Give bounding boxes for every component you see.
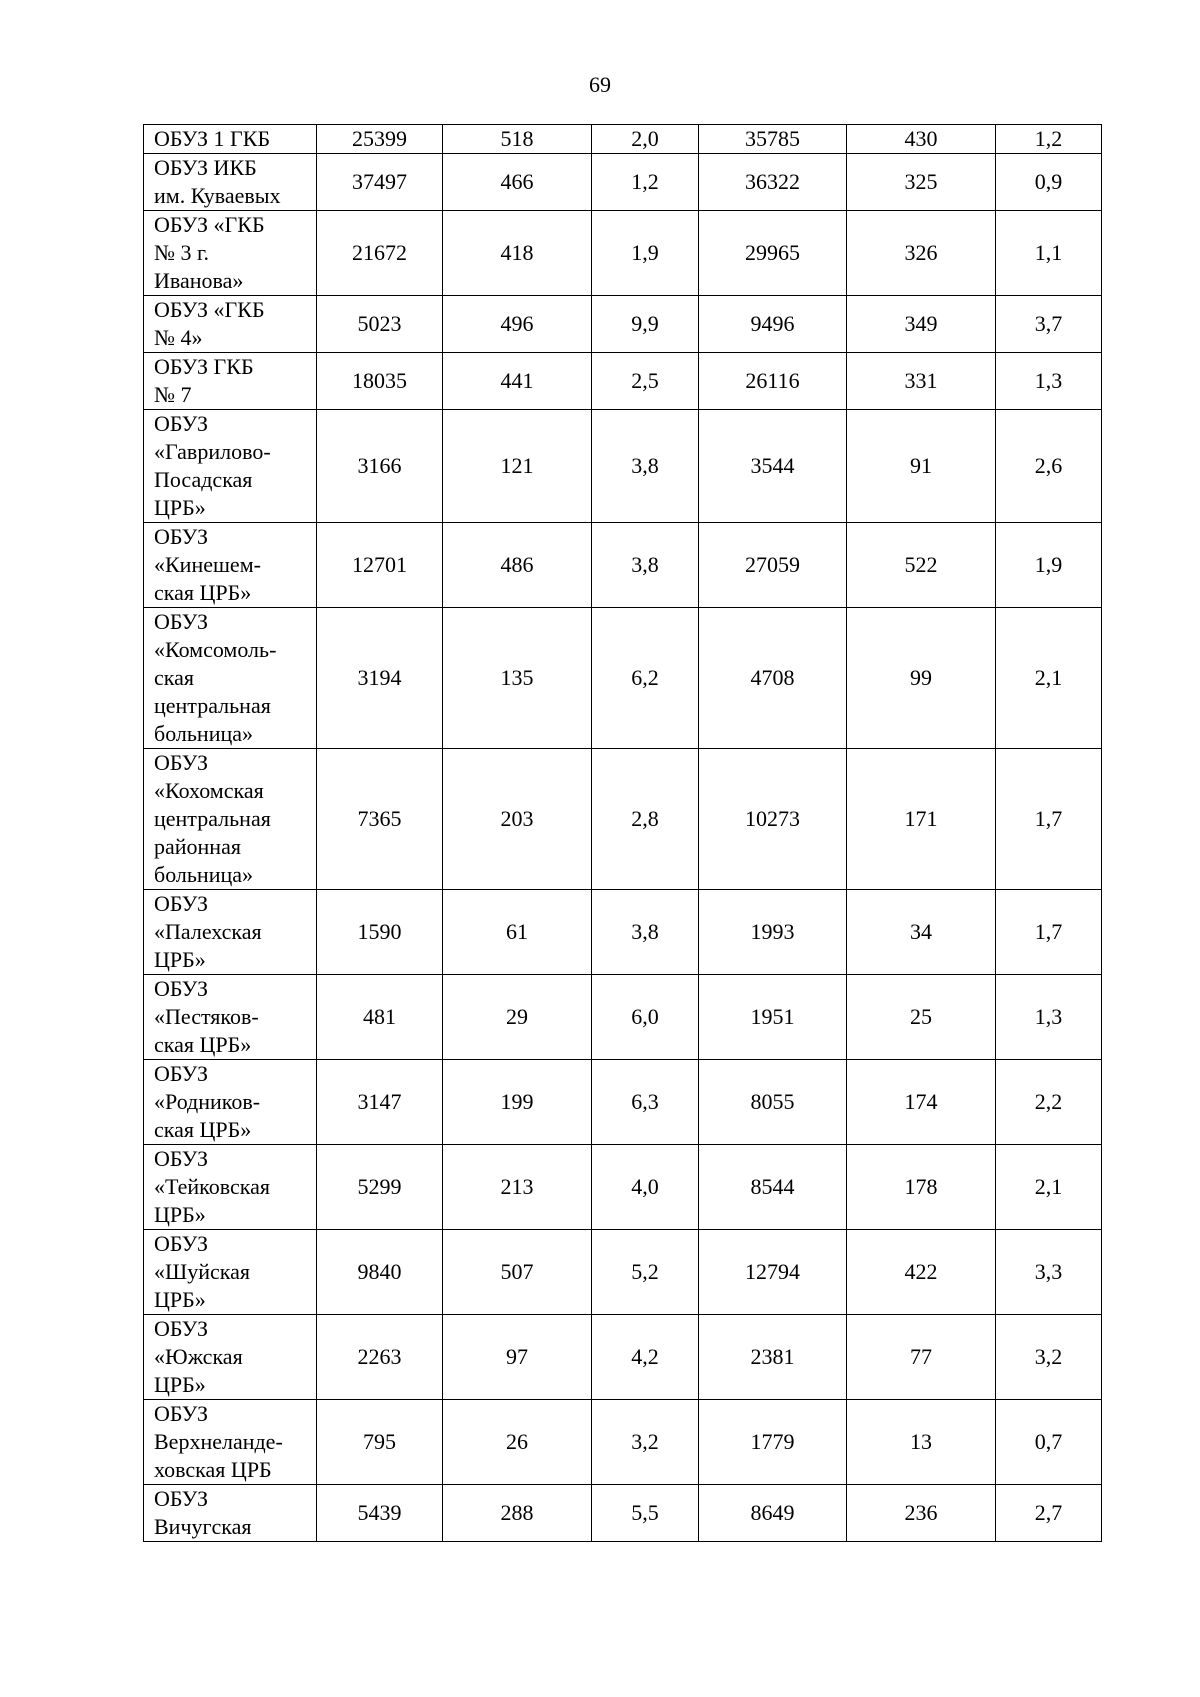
table-row <box>144 1400 1102 1485</box>
value-cell: 3166 <box>317 410 443 523</box>
value-cell: 2,0 <box>592 125 699 154</box>
value-cell: 1590 <box>317 890 443 975</box>
value-cell: 422 <box>847 1230 996 1315</box>
value-cell: 795 <box>317 1400 443 1485</box>
table-row <box>144 890 1102 975</box>
value-cell: 77 <box>847 1315 996 1400</box>
institution-name-cell: ОБУЗ Верхнеланде- ховская ЦРБ <box>144 1400 317 1485</box>
institution-name-cell: ОБУЗ «Южская ЦРБ» <box>144 1315 317 1400</box>
value-cell: 1951 <box>699 975 847 1060</box>
value-cell: 8055 <box>699 1060 847 1145</box>
table-row <box>144 608 1102 749</box>
table-row <box>144 1230 1102 1315</box>
value-cell: 4,2 <box>592 1315 699 1400</box>
value-cell: 430 <box>847 125 996 154</box>
value-cell: 5023 <box>317 296 443 353</box>
value-cell: 331 <box>847 353 996 410</box>
value-cell: 6,0 <box>592 975 699 1060</box>
value-cell: 0,9 <box>996 154 1102 211</box>
value-cell: 1,9 <box>996 523 1102 608</box>
value-cell: 2381 <box>699 1315 847 1400</box>
value-cell: 5299 <box>317 1145 443 1230</box>
value-cell: 7365 <box>317 749 443 890</box>
institution-name-cell: ОБУЗ «Родников- ская ЦРБ» <box>144 1060 317 1145</box>
table-row <box>144 523 1102 608</box>
value-cell: 3194 <box>317 608 443 749</box>
institution-name-cell: ОБУЗ Вичугская <box>144 1485 317 1542</box>
institution-name-cell: ОБУЗ «Шуйская ЦРБ» <box>144 1230 317 1315</box>
table-row <box>144 1060 1102 1145</box>
value-cell: 6,3 <box>592 1060 699 1145</box>
value-cell: 29 <box>443 975 592 1060</box>
value-cell: 522 <box>847 523 996 608</box>
value-cell: 236 <box>847 1485 996 1542</box>
institution-name-cell: ОБУЗ ГКБ № 7 <box>144 353 317 410</box>
value-cell: 213 <box>443 1145 592 1230</box>
value-cell: 518 <box>443 125 592 154</box>
institution-name-cell: ОБУЗ «ГКБ № 4» <box>144 296 317 353</box>
value-cell: 5,2 <box>592 1230 699 1315</box>
table-row <box>144 1145 1102 1230</box>
institution-name-cell: ОБУЗ «Кинешем- ская ЦРБ» <box>144 523 317 608</box>
value-cell: 1,1 <box>996 211 1102 296</box>
value-cell: 418 <box>443 211 592 296</box>
value-cell: 481 <box>317 975 443 1060</box>
value-cell: 466 <box>443 154 592 211</box>
value-cell: 349 <box>847 296 996 353</box>
value-cell: 27059 <box>699 523 847 608</box>
value-cell: 29965 <box>699 211 847 296</box>
value-cell: 10273 <box>699 749 847 890</box>
value-cell: 199 <box>443 1060 592 1145</box>
value-cell: 2,1 <box>996 608 1102 749</box>
value-cell: 25 <box>847 975 996 1060</box>
value-cell: 1,7 <box>996 890 1102 975</box>
table-row <box>144 211 1102 296</box>
value-cell: 1,2 <box>592 154 699 211</box>
value-cell: 3147 <box>317 1060 443 1145</box>
value-cell: 61 <box>443 890 592 975</box>
value-cell: 2,1 <box>996 1145 1102 1230</box>
value-cell: 8544 <box>699 1145 847 1230</box>
value-cell: 1,9 <box>592 211 699 296</box>
value-cell: 3544 <box>699 410 847 523</box>
institution-name-cell: ОБУЗ «Гаврилово- Посадская ЦРБ» <box>144 410 317 523</box>
value-cell: 0,7 <box>996 1400 1102 1485</box>
value-cell: 486 <box>443 523 592 608</box>
value-cell: 1993 <box>699 890 847 975</box>
value-cell: 12701 <box>317 523 443 608</box>
value-cell: 441 <box>443 353 592 410</box>
value-cell: 26 <box>443 1400 592 1485</box>
value-cell: 2,7 <box>996 1485 1102 1542</box>
value-cell: 35785 <box>699 125 847 154</box>
value-cell: 3,2 <box>592 1400 699 1485</box>
value-cell: 9840 <box>317 1230 443 1315</box>
table-row <box>144 353 1102 410</box>
page-number: 69 <box>589 72 611 97</box>
value-cell: 2,5 <box>592 353 699 410</box>
value-cell: 174 <box>847 1060 996 1145</box>
value-cell: 37497 <box>317 154 443 211</box>
institution-name-cell: ОБУЗ ИКБ им. Куваевых <box>144 154 317 211</box>
value-cell: 203 <box>443 749 592 890</box>
table-row <box>144 154 1102 211</box>
table-row <box>144 1485 1102 1542</box>
value-cell: 21672 <box>317 211 443 296</box>
value-cell: 4708 <box>699 608 847 749</box>
table-row <box>144 125 1102 154</box>
value-cell: 6,2 <box>592 608 699 749</box>
value-cell: 178 <box>847 1145 996 1230</box>
value-cell: 171 <box>847 749 996 890</box>
value-cell: 4,0 <box>592 1145 699 1230</box>
value-cell: 12794 <box>699 1230 847 1315</box>
institution-name-cell: ОБУЗ «Тейковская ЦРБ» <box>144 1145 317 1230</box>
value-cell: 1,7 <box>996 749 1102 890</box>
institution-name-cell: ОБУЗ «Пестяков- ская ЦРБ» <box>144 975 317 1060</box>
table-body <box>144 125 1102 1542</box>
table-row <box>144 296 1102 353</box>
value-cell: 9496 <box>699 296 847 353</box>
value-cell: 26116 <box>699 353 847 410</box>
value-cell: 507 <box>443 1230 592 1315</box>
data-table <box>143 124 1102 1542</box>
value-cell: 9,9 <box>592 296 699 353</box>
institution-name-cell: ОБУЗ «ГКБ № 3 г. Иванова» <box>144 211 317 296</box>
value-cell: 288 <box>443 1485 592 1542</box>
value-cell: 1,2 <box>996 125 1102 154</box>
value-cell: 3,8 <box>592 410 699 523</box>
value-cell: 25399 <box>317 125 443 154</box>
value-cell: 91 <box>847 410 996 523</box>
value-cell: 18035 <box>317 353 443 410</box>
value-cell: 5,5 <box>592 1485 699 1542</box>
value-cell: 1,3 <box>996 975 1102 1060</box>
table-row <box>144 749 1102 890</box>
table-row <box>144 975 1102 1060</box>
value-cell: 3,8 <box>592 890 699 975</box>
value-cell: 97 <box>443 1315 592 1400</box>
value-cell: 325 <box>847 154 996 211</box>
institution-name-cell: ОБУЗ 1 ГКБ <box>144 125 317 154</box>
value-cell: 2,8 <box>592 749 699 890</box>
value-cell: 1779 <box>699 1400 847 1485</box>
institution-name-cell: ОБУЗ «Комсомоль- ская центральная больница» <box>144 608 317 749</box>
value-cell: 2,2 <box>996 1060 1102 1145</box>
value-cell: 34 <box>847 890 996 975</box>
table-row <box>144 1315 1102 1400</box>
value-cell: 3,7 <box>996 296 1102 353</box>
value-cell: 2,6 <box>996 410 1102 523</box>
value-cell: 8649 <box>699 1485 847 1542</box>
institution-name-cell: ОБУЗ «Кохомская центральная районная больница» <box>144 749 317 890</box>
value-cell: 496 <box>443 296 592 353</box>
value-cell: 99 <box>847 608 996 749</box>
value-cell: 135 <box>443 608 592 749</box>
table-row <box>144 410 1102 523</box>
value-cell: 13 <box>847 1400 996 1485</box>
value-cell: 3,8 <box>592 523 699 608</box>
value-cell: 3,2 <box>996 1315 1102 1400</box>
value-cell: 2263 <box>317 1315 443 1400</box>
value-cell: 3,3 <box>996 1230 1102 1315</box>
value-cell: 5439 <box>317 1485 443 1542</box>
value-cell: 36322 <box>699 154 847 211</box>
institution-name-cell: ОБУЗ «Палехская ЦРБ» <box>144 890 317 975</box>
value-cell: 326 <box>847 211 996 296</box>
value-cell: 121 <box>443 410 592 523</box>
value-cell: 1,3 <box>996 353 1102 410</box>
